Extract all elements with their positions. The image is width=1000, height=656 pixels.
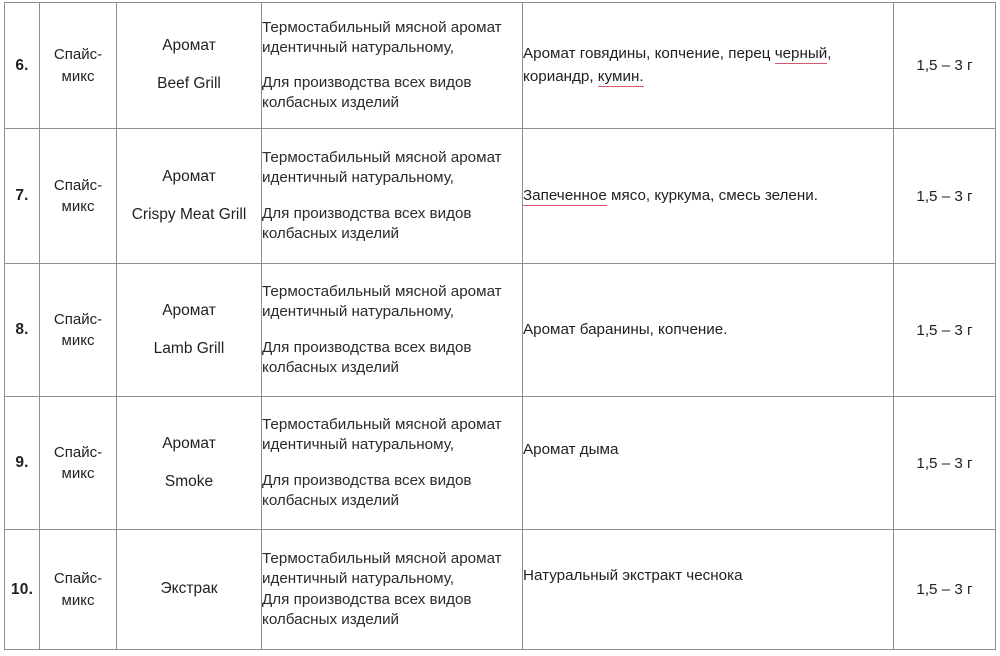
product-name-line1: Аромат [162, 434, 216, 452]
product-properties-cell [523, 3, 894, 129]
dosage-cell [894, 397, 996, 530]
product-type-cell [40, 397, 117, 530]
product-name-line2: Beef Grill [157, 75, 221, 92]
description-paragraph-1: Термостабильный мясной аромат идентичный натуральному, [262, 18, 502, 56]
product-properties-cell [523, 129, 894, 264]
description-paragraph-1: Термостабильный мясной аромат идентичный натуральному, [262, 283, 502, 321]
table-row [5, 3, 996, 129]
product-description-cell [262, 397, 523, 530]
product-type-line1: Спайс- [53, 46, 103, 64]
properties-text [523, 441, 618, 458]
dosage-value: 1,5 – 3 г [916, 581, 973, 598]
properties-text [523, 567, 743, 584]
properties-text [523, 45, 832, 86]
dosage-cell [894, 530, 996, 650]
product-type-line1: Спайс- [53, 176, 103, 194]
properties-text-run: мясо, куркума, смесь зелени. [606, 186, 818, 204]
description-paragraph-2: Для производства всех видов колбасных изделий [262, 204, 472, 242]
description-paragraph-2: Для производства всех видов колбасных изделий [262, 590, 472, 628]
properties-text [523, 187, 818, 206]
product-type-cell [40, 3, 117, 129]
product-name-line2: Lamb Grill [153, 339, 225, 357]
spellcheck-underlined-word: кумин. [597, 67, 644, 85]
product-name-line1: Аромат [162, 301, 216, 319]
product-type-line2: микс [61, 465, 95, 482]
product-name-cell [117, 530, 262, 650]
product-name-cell [117, 3, 262, 129]
product-description-cell [262, 264, 523, 397]
dosage-cell [894, 3, 996, 129]
table-row [5, 264, 996, 397]
row-number-cell [5, 129, 40, 264]
row-number-cell [5, 264, 40, 397]
properties-text-run: Аромат баранины, копчение. [523, 320, 728, 338]
dosage-value: 1,5 – 3 г [916, 57, 973, 74]
product-type-line2: микс [61, 67, 95, 85]
properties-text-run: Аромат дыма [523, 440, 619, 458]
spellcheck-underlined-word: черный [774, 45, 828, 63]
row-number: 8. [15, 321, 29, 338]
product-type-line2: микс [61, 591, 95, 609]
product-description-cell [262, 129, 523, 264]
product-type-line2: микс [61, 332, 95, 349]
document-page [0, 2, 1000, 656]
product-properties-cell [523, 530, 894, 650]
product-type-cell [40, 129, 117, 264]
properties-text-run: Натуральный экстракт чеснока [523, 567, 743, 585]
product-name-cell [117, 397, 262, 530]
product-name-line1: Экстрак [160, 580, 218, 598]
description-paragraph-1: Термостабильный мясной аромат идентичный натуральному, [262, 416, 502, 454]
product-type-cell [40, 530, 117, 650]
product-name-line2: Crispy Meat Grill [131, 205, 247, 223]
properties-text [523, 321, 727, 338]
dosage-cell [894, 264, 996, 397]
row-number: 7. [15, 187, 29, 204]
product-name-cell [117, 129, 262, 264]
properties-text-run: , кориандр, [523, 45, 832, 85]
product-spec-table [4, 2, 996, 650]
description-paragraph-1: Термостабильный мясной аромат идентичный натуральному, [262, 149, 502, 187]
dosage-value: 1,5 – 3 г [916, 187, 973, 205]
dosage-value: 1,5 – 3 г [916, 321, 973, 339]
product-description-cell [262, 530, 523, 650]
row-number: 10. [10, 580, 34, 598]
product-properties-cell [523, 264, 894, 397]
table-body [5, 3, 996, 650]
product-description-cell [262, 3, 523, 129]
product-type-line1: Спайс- [53, 443, 103, 461]
dosage-cell [894, 129, 996, 264]
row-number: 6. [15, 56, 29, 74]
row-number-cell [5, 397, 40, 530]
table-row [5, 530, 996, 650]
dosage-value: 1,5 – 3 г [916, 454, 973, 472]
properties-text-run: Аромат говядины, копчение, перец [523, 45, 775, 63]
description-paragraph-2: Для производства всех видов колбасных изделий [262, 74, 472, 112]
product-type-line2: микс [61, 198, 95, 215]
row-number: 9. [15, 454, 29, 471]
product-type-cell [40, 264, 117, 397]
row-number-cell [5, 3, 40, 129]
product-type-line1: Спайс- [53, 570, 103, 588]
description-paragraph-1: Термостабильный мясной аромат идентичный натуральному, [262, 550, 502, 588]
product-name-cell [117, 264, 262, 397]
row-number-cell [5, 530, 40, 650]
table-row [5, 129, 996, 264]
product-name-line1: Аромат [162, 167, 216, 185]
spellcheck-underlined-word: Запеченное [523, 186, 607, 204]
table-row [5, 397, 996, 530]
product-name-line1: Аромат [162, 37, 216, 55]
product-name-line2: Smoke [164, 472, 214, 490]
description-paragraph-2: Для производства всех видов колбасных изделий [262, 338, 472, 376]
product-properties-cell [523, 397, 894, 530]
description-paragraph-2: Для производства всех видов колбасных изделий [262, 471, 472, 509]
product-type-line1: Спайс- [53, 310, 103, 328]
